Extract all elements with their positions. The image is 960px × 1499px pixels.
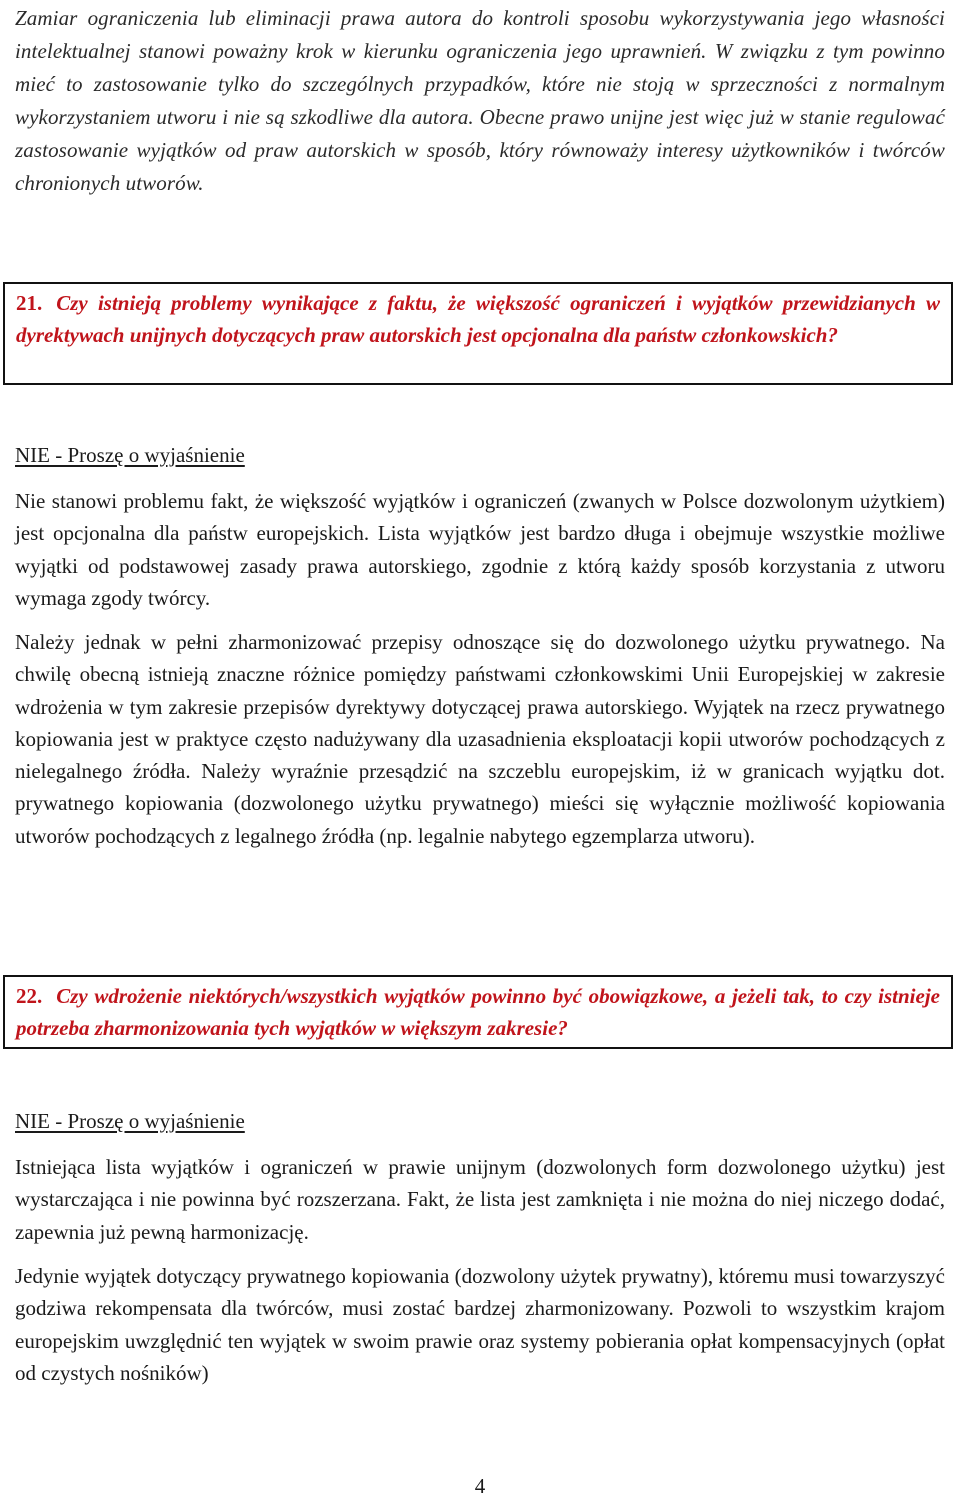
question-21-text: Czy istnieją problemy wynikające z faktu, że większość ograniczeń i wyjątków przewidzianych w dyrektywach unijnych dotyczących praw autorskich jest opcjonalna dla państw członkowskich?: [16, 291, 940, 347]
question-22-text: Czy wdrożenie niektórych/wszystkich wyjątków powinno być obowiązkowe, a jeżeli tak, to czy istnieje potrzeba zharmonizowania tych wyjątków w większym zakresie?: [16, 984, 940, 1040]
question-22-box: [3, 975, 953, 1049]
answer-21-paragraph-2: Należy jednak w pełni zharmonizować przepisy odnoszące się do dozwolonego użytku prywatnego. Na chwilę obecną istnieją znaczne różnice pomiędzy państwami członkowskimi Unii Europejskiej w zakresie wdrożenia w tym zakresie przepisów dyrektywy dotyczącej prawa autorskiego. Wyjątek na rzecz prywatnego kopiowania jest w praktyce często nadużywany dla uzasadnienia eksploatacji kopii utworów pochodzących z nielegalnego źródła. Należy wyraźnie przesądzić na szczeblu europejskim, iż w granicach wyjątku dot. prywatnego kopiowania (dozwolonego użytku prywatnego) mieści się wyłącznie możliwość kopiowania utworów pochodzących z legalnego źródła (np. legalnie nabytego egzemplarza utworu).: [15, 630, 945, 848]
question-21-number: 21.: [16, 291, 43, 315]
question-21-box: [3, 282, 953, 385]
answer-21-label: NIE - Proszę o wyjaśnienie: [15, 443, 245, 467]
answer-22-paragraph-2: Jedynie wyjątek dotyczący prywatnego kopiowania (dozwolony użytek prywatny), któremu musi towarzyszyć godziwa rekompensata dla twórców, musi zostać bardzej zharmonizowany. Pozwoli to wszystkim krajom europejskim uwzględnić ten wyjątek w swoim prawie oraz systemy pobierania opłat kompensacyjnych (opłat od czystych nośników): [15, 1264, 945, 1385]
intro-paragraph: Zamiar ograniczenia lub eliminacji prawa autora do kontroli sposobu wykorzystywania jego własności intelektualnej stanowi poważny krok w kierunku ograniczenia jego uprawnień. W związku z tym powinno mieć to zastosowanie tylko do szczególnych przypadków, które nie stoją w sprzeczności z normalnym wykorzystaniem utworu i nie są szkodliwe dla autora. Obecne prawo unijne jest więc już w stanie regulować zastosowanie wyjątków od praw autorskich w sposób, który równoważy interesy użytkowników i twórców chronionych utworów.: [15, 6, 945, 195]
page-number: 4: [474, 1474, 486, 1498]
answer-21-paragraph-1: Nie stanowi problemu fakt, że większość wyjątków i ograniczeń (zwanych w Polsce dozwolonym użytkiem) jest opcjonalna dla państw europejskich. Lista wyjątków jest bardzo długa i obejmuje wszystkie możliwe wyjątki od podstawowej zasady prawa autorskiego, zgodnie z którą każdy sposób korzystania z utworu wymaga zgody twórcy.: [15, 489, 945, 610]
answer-22-paragraph-1: Istniejąca lista wyjątków i ograniczeń w prawie unijnym (dozwolonych form dozwolonego użytku) jest wystarczająca i nie powinna być rozszerzana. Fakt, że lista jest zamknięta i nie można do niej niczego dodać, zapewnia już pewną harmonizację.: [15, 1155, 945, 1244]
answer-22-label: NIE - Proszę o wyjaśnienie: [15, 1109, 245, 1133]
question-22-number: 22.: [16, 984, 43, 1008]
